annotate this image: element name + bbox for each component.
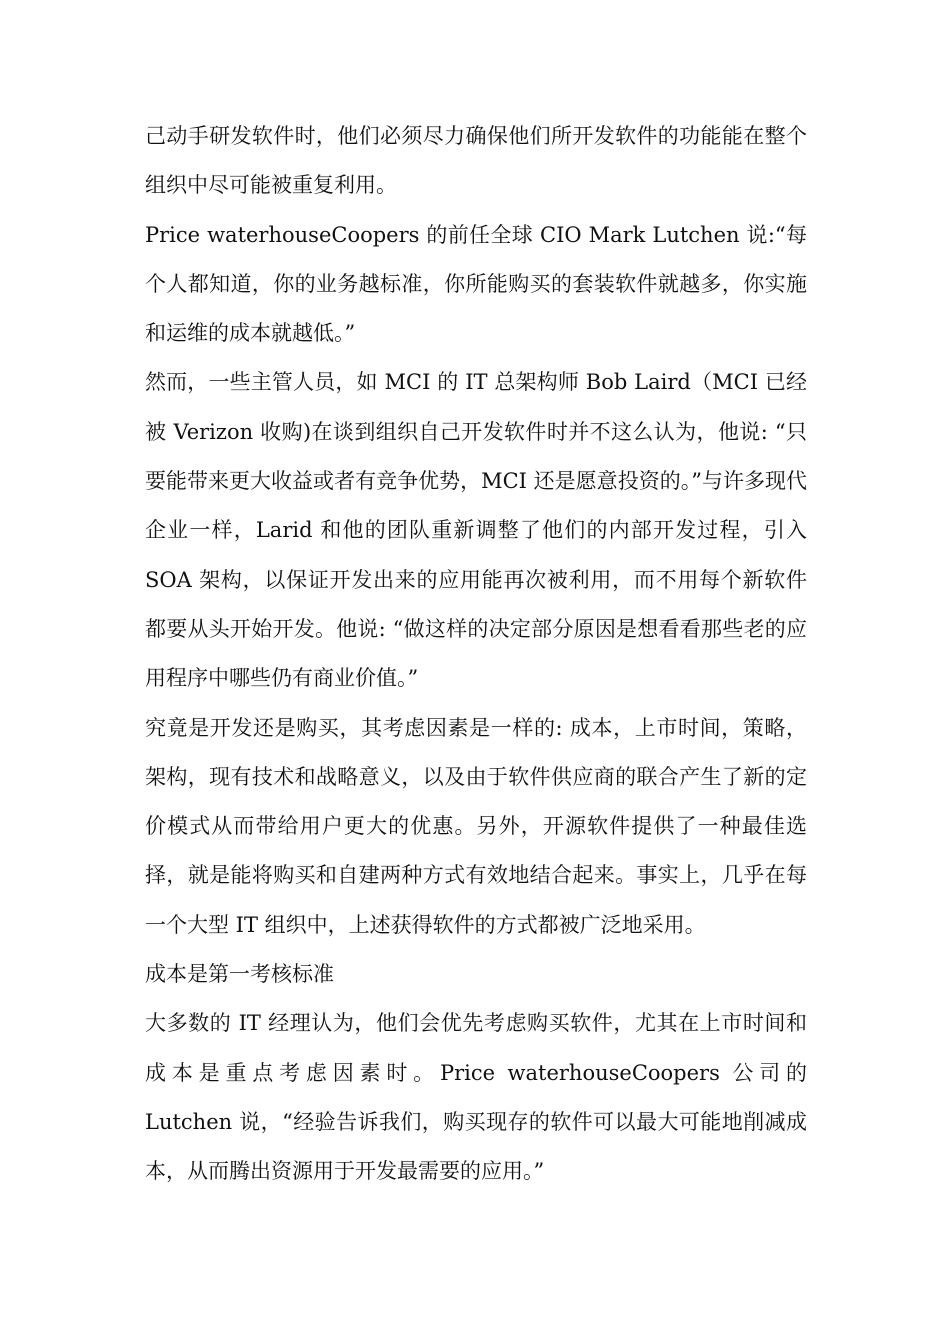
paragraph-factors: 究竟是开发还是购买，其考虑因素是一样的: 成本，上市时间，策略，架构，现有技术和战略意义，以及由于软件供应商的联合产生了新的定价模式从而带给用户更大的优惠。另外，开源软件提供了一种最佳选择，就是能将购买和自建两种方式有效地结合起来。事实上，几乎在每一个大型 IT 组织中，上述获得软件的方式都被广泛地采用。 <box>145 715 807 937</box>
paragraph-mci-laird: 然而，一些主管人员，如 MCI 的 IT 总架构师 Bob Laird（MCI 已经被 Verizon 收购)在谈到组织自己开发软件时并不这么认为，他说: “只要能带来更大收益或者有竞争优势，MCI 还是愿意投资的。”与许多现代企业一样，Larid 和他的团队重新调整了他们的内部开发过程，引入 SOA 架构，以保证开发出来的应用能再次被利用，而不用每个新软件都要从头开始开发。他说: “做这样的决定部分原因是想看看那些老的应用程序中哪些仍有商业价值。” <box>145 370 807 691</box>
paragraph-cost: 大多数的 IT 经理认为，他们会优先考虑购买软件，尤其在上市时间和成本是重点考虑因素时。Price waterhouseCoopers 公司的 Lutchen 说，“经验告诉我们，购买现存的软件可以最大可能地削减成本，从而腾出资源用于开发最需要的应用。” <box>145 1011 807 1184</box>
paragraph-lutchen-quote: Price waterhouseCoopers 的前任全球 CIO Mark Lutchen 说:“每个人都知道，你的业务越标准，你所能购买的套装软件就越多，你实施和运维的成本就越低。” <box>145 222 807 346</box>
document-body <box>145 112 807 1197</box>
section-heading: 成本是第一考核标准 <box>145 962 334 987</box>
paragraph-reuse: 己动手研发软件时，他们必须尽力确保他们所开发软件的功能能在整个组织中尽可能被重复利用。 <box>145 124 807 198</box>
